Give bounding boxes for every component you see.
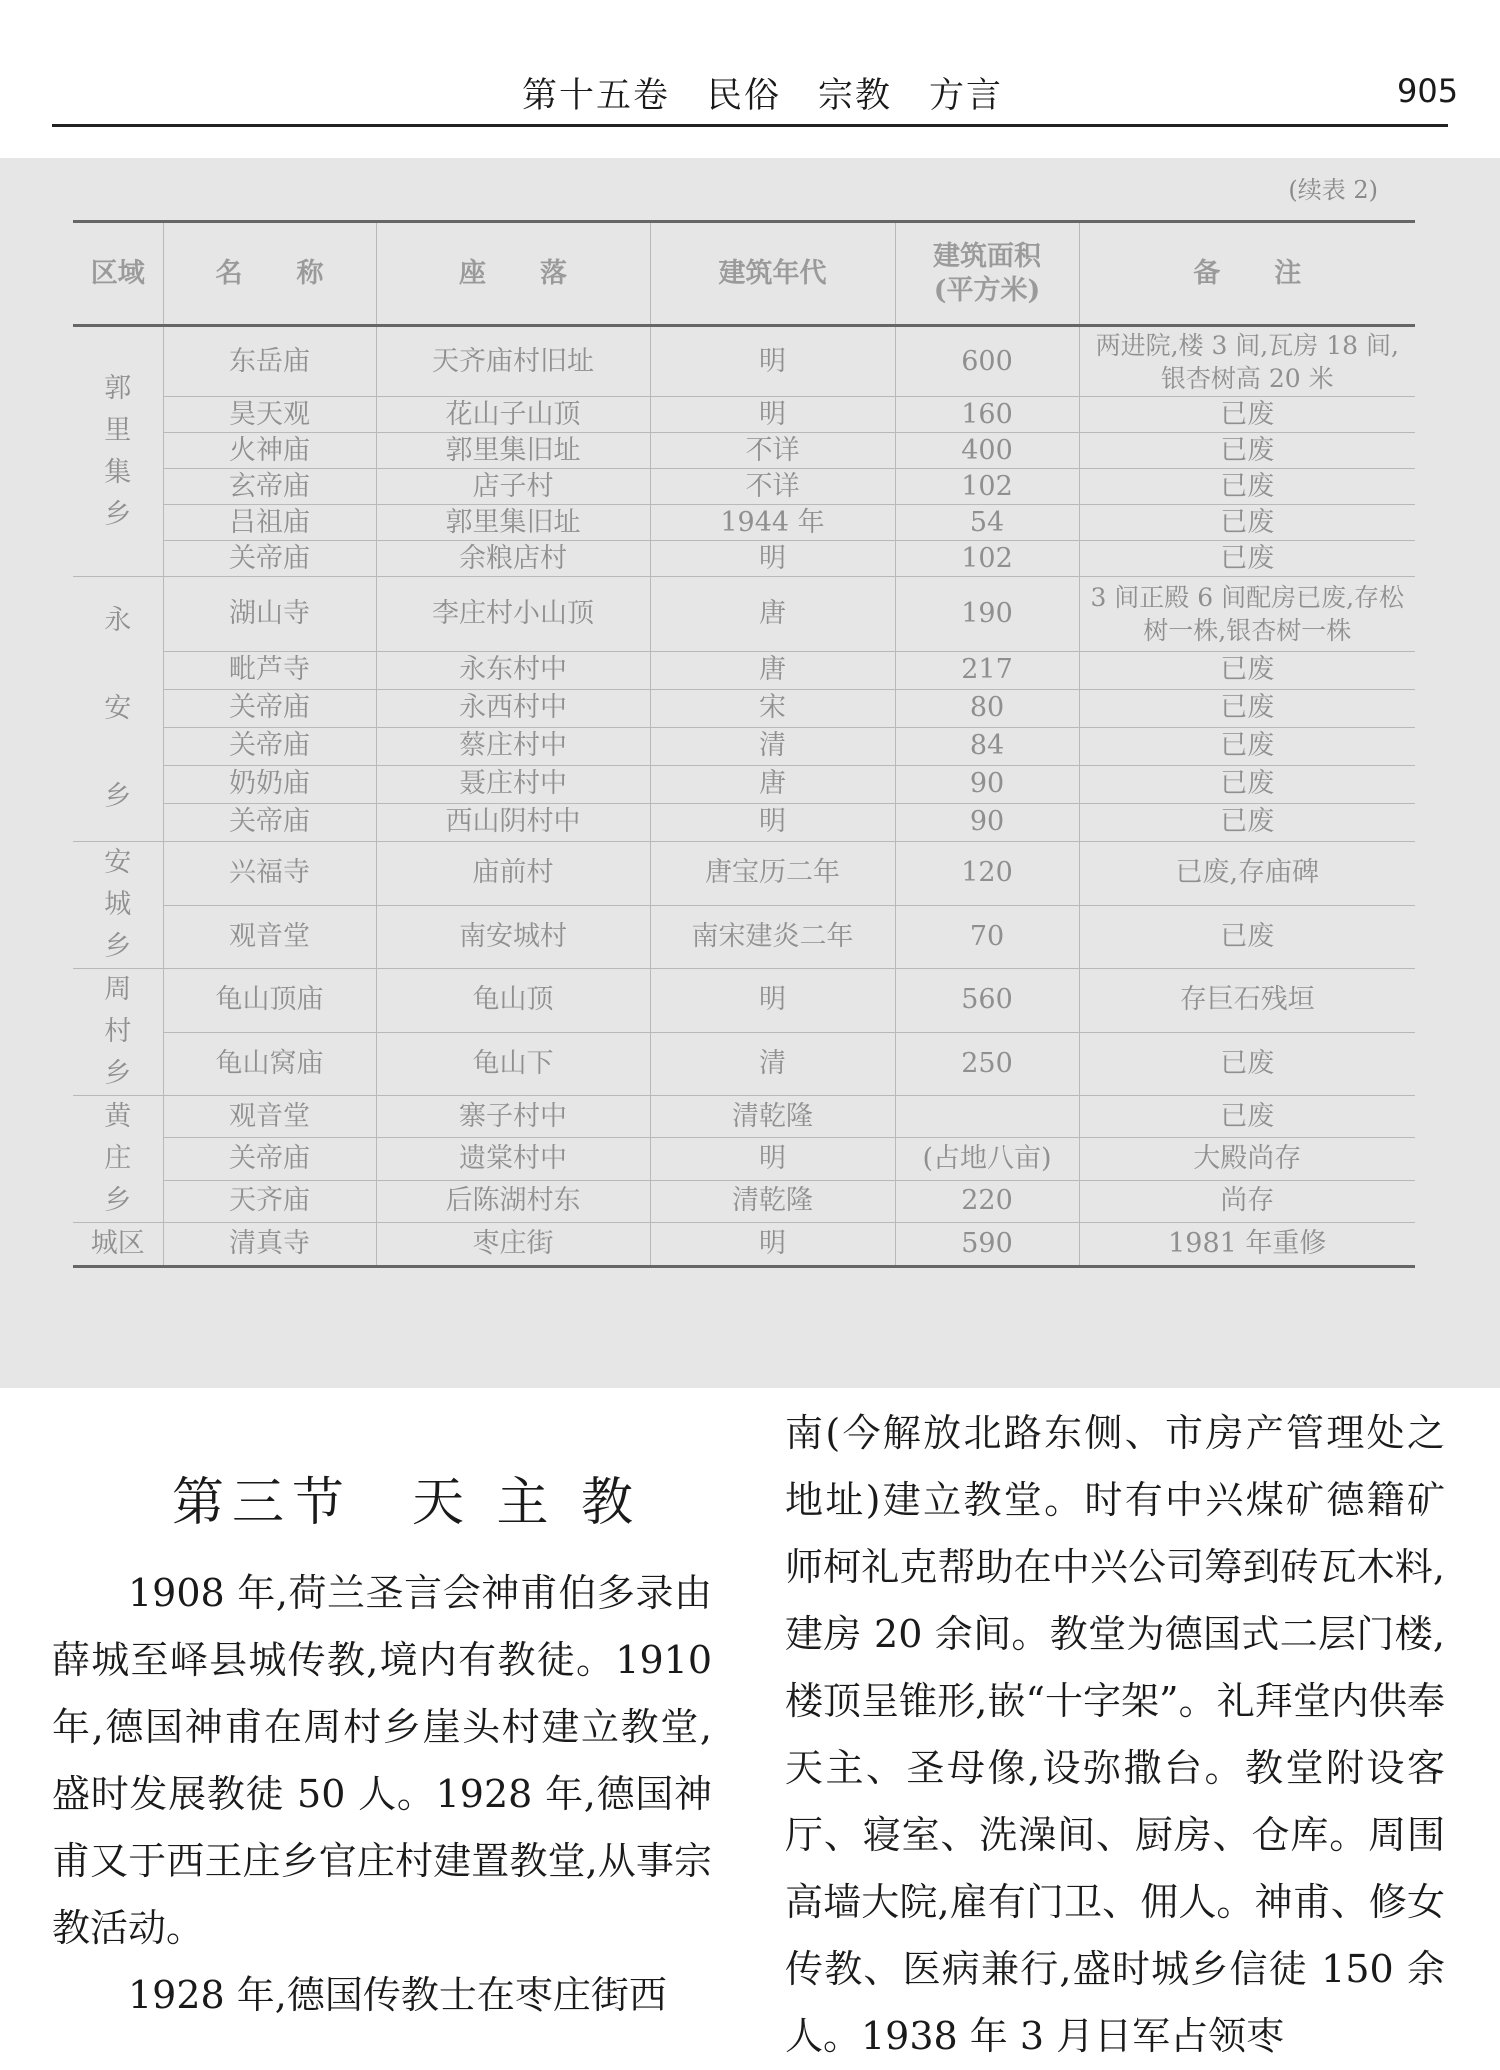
name-cell: 兴福寺 [163,842,376,906]
location-cell: 龟山顶 [376,969,650,1033]
name-cell: 毗芦寺 [163,651,376,689]
name-cell: 关帝庙 [163,1138,376,1180]
name-cell: 龟山顶庙 [163,969,376,1033]
right-column [785,1400,1445,2070]
location-cell: 余粮店村 [376,541,650,577]
table-row [73,577,1415,652]
era-cell: 南宋建炎二年 [650,905,895,969]
table-row [73,727,1415,765]
era-cell: 唐 [650,765,895,803]
region-label: 黄庄乡 [104,1101,132,1216]
name-cell: 观音堂 [163,1096,376,1138]
table-row [73,689,1415,727]
era-cell: 不详 [650,433,895,469]
location-cell: 郭里集旧址 [376,505,650,541]
era-cell: 明 [650,326,895,397]
region-cell [73,326,163,577]
table-row [73,651,1415,689]
note-cell: 已废,存庙碑 [1079,842,1415,906]
note-cell: 已废 [1079,1032,1415,1096]
era-cell: 明 [650,803,895,841]
era-cell: 清 [650,1032,895,1096]
location-cell: 李庄村小山顶 [376,577,650,652]
note-cell: 已废 [1079,803,1415,841]
area-cell: 600 [895,326,1079,397]
location-cell: 永东村中 [376,651,650,689]
header-area: 建筑面积 (平方米) [895,222,1079,326]
location-cell: 永西村中 [376,689,650,727]
note-cell: 1981 年重修 [1079,1223,1415,1267]
area-cell: 400 [895,433,1079,469]
name-cell: 湖山寺 [163,577,376,652]
name-cell: 龟山窝庙 [163,1032,376,1096]
era-cell: 宋 [650,689,895,727]
era-cell: 明 [650,541,895,577]
era-cell: 唐宝历二年 [650,842,895,906]
area-cell: 80 [895,689,1079,727]
section-heading: 第三节 天 主 教 [172,1473,642,1533]
running-title: 第十五卷 民俗 宗教 方言 [522,76,1004,116]
name-cell: 吕祖庙 [163,505,376,541]
note-cell: 已废 [1079,727,1415,765]
location-cell: 店子村 [376,469,650,505]
table-row [73,1180,1415,1222]
era-cell: 明 [650,1138,895,1180]
region-cell: 城区 [73,1223,163,1267]
area-cell: 90 [895,803,1079,841]
table-row [73,969,1415,1033]
name-cell: 昊天观 [163,397,376,433]
area-cell: 84 [895,727,1079,765]
era-cell: 明 [650,969,895,1033]
location-cell: 龟山下 [376,1032,650,1096]
name-cell: 清真寺 [163,1223,376,1267]
area-cell: 590 [895,1223,1079,1267]
page-header [52,0,1459,126]
note-cell: 尚存 [1079,1180,1415,1222]
note-cell: 已废 [1079,765,1415,803]
note-cell: 两进院,楼 3 间,瓦房 18 间,银杏树高 20 米 [1079,326,1415,397]
table-row [73,1223,1415,1267]
area-cell: 102 [895,541,1079,577]
left-paragraphs [52,1560,712,2029]
paragraph: 南(今解放北路东侧、市房产管理处之地址)建立教堂。时有中兴煤矿德籍矿师柯礼克帮助在中兴公司筹到砖瓦木料,建房 20 余间。教堂为德国式二层门楼,楼顶呈锥形,嵌“十字架”。礼拜堂内供奉天主、圣母像,设弥撒台。教堂附设客厅、寝室、洗澡间、厨房、仓库。周围高墙大院,雇有门卫、佣人。神甫、修女传教、医病兼行,盛时城乡信徒 150 余人。1938 年 3 月日军占领枣 [785,1411,1445,2058]
location-cell: 蔡庄村中 [376,727,650,765]
header-location: 座 落 [376,222,650,326]
name-cell: 关帝庙 [163,727,376,765]
note-cell: 已废 [1079,651,1415,689]
era-cell: 清乾隆 [650,1096,895,1138]
location-cell: 寨子村中 [376,1096,650,1138]
area-cell: 102 [895,469,1079,505]
note-cell: 已废 [1079,397,1415,433]
area-cell: 54 [895,505,1079,541]
era-cell: 清 [650,727,895,765]
region-label: 周村乡 [104,974,132,1089]
region-cell [73,577,163,842]
name-cell: 观音堂 [163,905,376,969]
note-cell: 3 间正殿 6 间配房已废,存松树一株,银杏树一株 [1079,577,1415,652]
region-label: 安城乡 [104,847,132,962]
table-row [73,1138,1415,1180]
location-cell: 南安城村 [376,905,650,969]
table-row [73,469,1415,505]
note-cell: 已废 [1079,905,1415,969]
location-cell: 花山子山顶 [376,397,650,433]
table-row [73,433,1415,469]
location-cell: 天齐庙村旧址 [376,326,650,397]
table-row [73,842,1415,906]
area-cell: 90 [895,765,1079,803]
era-cell: 唐 [650,577,895,652]
era-cell: 清乾隆 [650,1180,895,1222]
note-cell: 已废 [1079,433,1415,469]
area-cell: 560 [895,969,1079,1033]
header-note: 备 注 [1079,222,1415,326]
name-cell: 天齐庙 [163,1180,376,1222]
location-cell: 后陈湖村东 [376,1180,650,1222]
note-cell: 存巨石残垣 [1079,969,1415,1033]
location-cell: 枣庄街 [376,1223,650,1267]
note-cell: 已废 [1079,541,1415,577]
area-cell: 220 [895,1180,1079,1222]
header-region: 区域 [73,222,163,326]
table-row [73,1096,1415,1138]
note-cell: 已废 [1079,469,1415,505]
table-row [73,541,1415,577]
area-cell: (占地八亩) [895,1138,1079,1180]
temple-table-block [0,158,1500,1388]
area-cell: 190 [895,577,1079,652]
area-cell: 70 [895,905,1079,969]
location-cell: 聂庄村中 [376,765,650,803]
area-cell: 160 [895,397,1079,433]
table-row [73,1032,1415,1096]
table-row [73,326,1415,397]
area-cell: 120 [895,842,1079,906]
note-cell: 已废 [1079,505,1415,541]
region-label: 永安乡 [104,605,132,812]
name-cell: 关帝庙 [163,803,376,841]
location-cell: 庙前村 [376,842,650,906]
name-cell: 玄帝庙 [163,469,376,505]
region-cell [73,842,163,969]
name-cell: 关帝庙 [163,689,376,727]
table-row [73,397,1415,433]
name-cell: 关帝庙 [163,541,376,577]
era-cell: 1944 年 [650,505,895,541]
era-cell: 明 [650,397,895,433]
header-rule [52,124,1448,127]
era-cell: 唐 [650,651,895,689]
region-cell [73,1096,163,1223]
location-cell: 遗棠村中 [376,1138,650,1180]
area-cell: 217 [895,651,1079,689]
page-number: 905 [1397,72,1459,110]
region-cell [73,969,163,1096]
paragraph: 1908 年,荷兰圣言会神甫伯多录由薛城至峄县城传教,境内有教徒。1910 年,德国神甫在周村乡崖头村建立教堂,盛时发展教徒 50 人。1928 年,德国神甫又于西王庄乡官庄村建置教堂,从事宗教活动。 [52,1571,712,1950]
table-body [73,326,1415,1267]
note-cell: 已废 [1079,1096,1415,1138]
header-era: 建筑年代 [650,222,895,326]
note-cell: 大殿尚存 [1079,1138,1415,1180]
table-row [73,765,1415,803]
table-row [73,505,1415,541]
name-cell: 奶奶庙 [163,765,376,803]
temple-table [73,220,1415,1268]
region-label: 郭里集乡 [104,372,132,530]
area-cell: 250 [895,1032,1079,1096]
table-row [73,905,1415,969]
location-cell: 郭里集旧址 [376,433,650,469]
note-cell: 已废 [1079,689,1415,727]
area-cell [895,1096,1079,1138]
era-cell: 明 [650,1223,895,1267]
era-cell: 不详 [650,469,895,505]
table-caption: (续表 2) [1288,176,1378,204]
name-cell: 火神庙 [163,433,376,469]
location-cell: 西山阴村中 [376,803,650,841]
table-row [73,803,1415,841]
name-cell: 东岳庙 [163,326,376,397]
paragraph: 1928 年,德国传教士在枣庄街西 [128,1973,667,2017]
header-name: 名 称 [163,222,376,326]
